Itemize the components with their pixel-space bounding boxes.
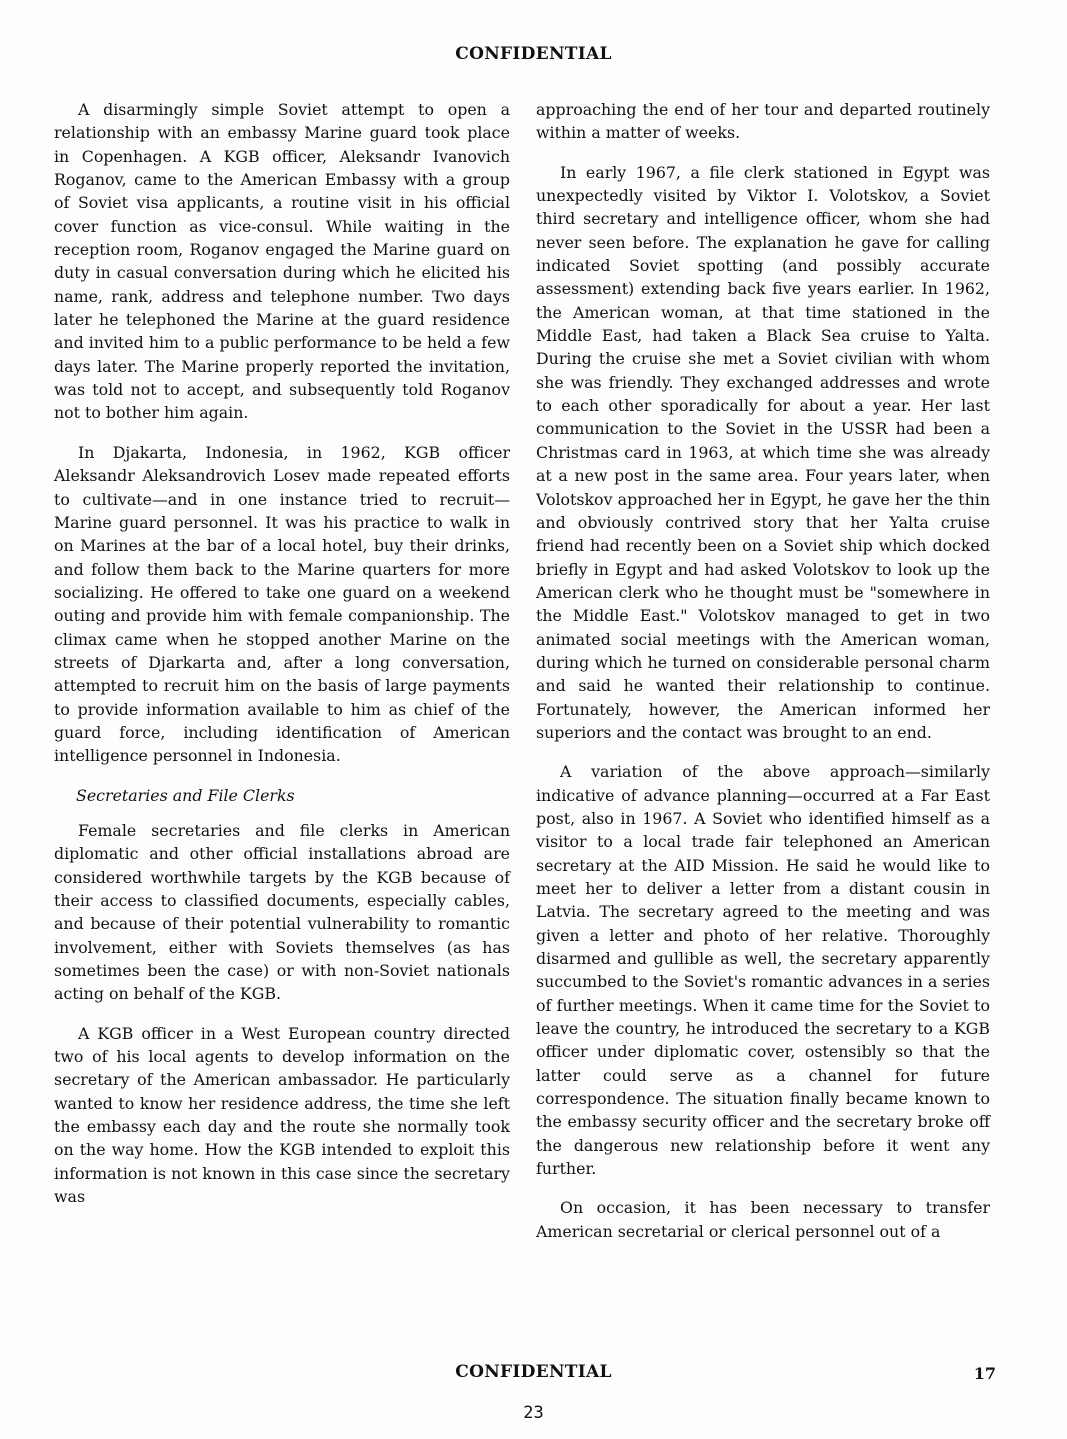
classification-footer: CONFIDENTIAL bbox=[455, 1362, 612, 1382]
paragraph: A variation of the above approach—similarly indicative of advance planning—occurred at a Far East post, also in 1967. A Soviet who identified himself as a visitor to a local trade fair telephoned an American secretary at the AID Mission. He said he would like to meet her to deliver a letter from a distant cousin in Latvia. The secretary agreed to the meeting and was given a letter and photo of her relative. Thoroughly disarmed and gullible as well, the secretary apparently succumbed to the Soviet's romantic advances in a series of further meetings. When it came time for the Soviet to leave the country, he introduced the secretary to a KGB officer under diplomatic cover, ostensibly so that the latter could serve as a channel for future correspondence. The situation finally became known to the embassy security officer and the secretary broke off the dangerous new relationship before it went any further. bbox=[536, 762, 990, 1179]
paragraph-continuation: approaching the end of her tour and departed routinely within a matter of weeks. bbox=[536, 100, 990, 143]
section-heading: Secretaries and File Clerks bbox=[76, 785, 295, 805]
paragraph: Female secretaries and file clerks in American diplomatic and other official installations abroad are considered worthwhile targets by the KGB because of their access to classified documents, especially cables, and because of their potential vulnerability to romantic involvement, either with Soviets themselves (as has sometimes been the case) or with non-Soviet nationals acting on behalf of the KGB. bbox=[54, 820, 510, 1004]
archive-page-number: 23 bbox=[523, 1403, 544, 1423]
paragraph: A KGB officer in a West European country directed two of his local agents to develop information on the secretary of the American ambassador. He particularly wanted to know her residence address, the time she left the embassy each day and the route she normally took on the way home. How the KGB intended to exploit this information is not known in this case since the secretary was bbox=[54, 1023, 510, 1207]
paragraph: In Djakarta, Indonesia, in 1962, KGB officer Aleksandr Aleksandrovich Losev made repeated efforts to cultivate—and in one instance tried to recruit—Marine guard personnel. It was his practice to walk in on Marines at the bar of a local hotel, buy their drinks, and follow them back to the Marine quarters for more socializing. He offered to take one guard on a weekend outing and provide him with female companionship. The climax came when he stopped another Marine on the streets of Djarkarta and, after a long conversation, attempted to recruit him on the basis of large payments to provide information available to him as chief of the guard force, including identification of American intelligence personnel in Indonesia. bbox=[54, 442, 510, 766]
classification-header: CONFIDENTIAL bbox=[455, 44, 612, 64]
right-column bbox=[536, 98, 990, 1259]
paragraph: On occasion, it has been necessary to transfer American secretarial or clerical personnel out of a bbox=[536, 1198, 990, 1241]
paragraph: In early 1967, a file clerk stationed in Egypt was unexpectedly visited by Viktor I. Volotskov, a Soviet third secretary and intelligence officer, whom she had never seen before. The explanation he gave for calling indicated Soviet spotting (and possibly accurate assessment) extending back five years earlier. In 1962, the American woman, at that time stationed in the Middle East, had taken a Black Sea cruise to Yalta. During the cruise she met a Soviet civilian with whom she was friendly. They exchanged addresses and wrote to each other sporadically for about a year. Her last communication to the Soviet in the USSR had been a Christmas card in 1963, at which time she was already at a new post in the same area. Four years later, when Volotskov approached her in Egypt, he gave her the thin and obviously contrived story that her Yalta cruise friend had recently been on a Soviet ship which docked briefly in Egypt and had asked Volotskov to look up the American clerk who he thought must be "somewhere in the Middle East." Volotskov managed to get in two animated social meetings with the American woman, during which he turned on considerable personal charm and said he wanted their relationship to continue. Fortunately, however, the American informed her superiors and the contact was brought to an end. bbox=[536, 162, 990, 742]
left-column bbox=[54, 98, 510, 1224]
paragraph: A disarmingly simple Soviet attempt to open a relationship with an embassy Marine guard took place in Copenhagen. A KGB officer, Aleksandr Ivanovich Roganov, came to the American Embassy with a group of Soviet visa applicants, a routine visit in his official cover function as vice-consul. While waiting in the reception room, Roganov engaged the Marine guard on duty in casual conversation during which he elicited his name, rank, address and telephone number. Two days later he telephoned the Marine at the guard residence and invited him to a public performance to be held a few days later. The Marine properly reported the invitation, was told not to accept, and subsequently told Roganov not to bother him again. bbox=[54, 100, 510, 423]
page-number: 17 bbox=[973, 1364, 996, 1383]
